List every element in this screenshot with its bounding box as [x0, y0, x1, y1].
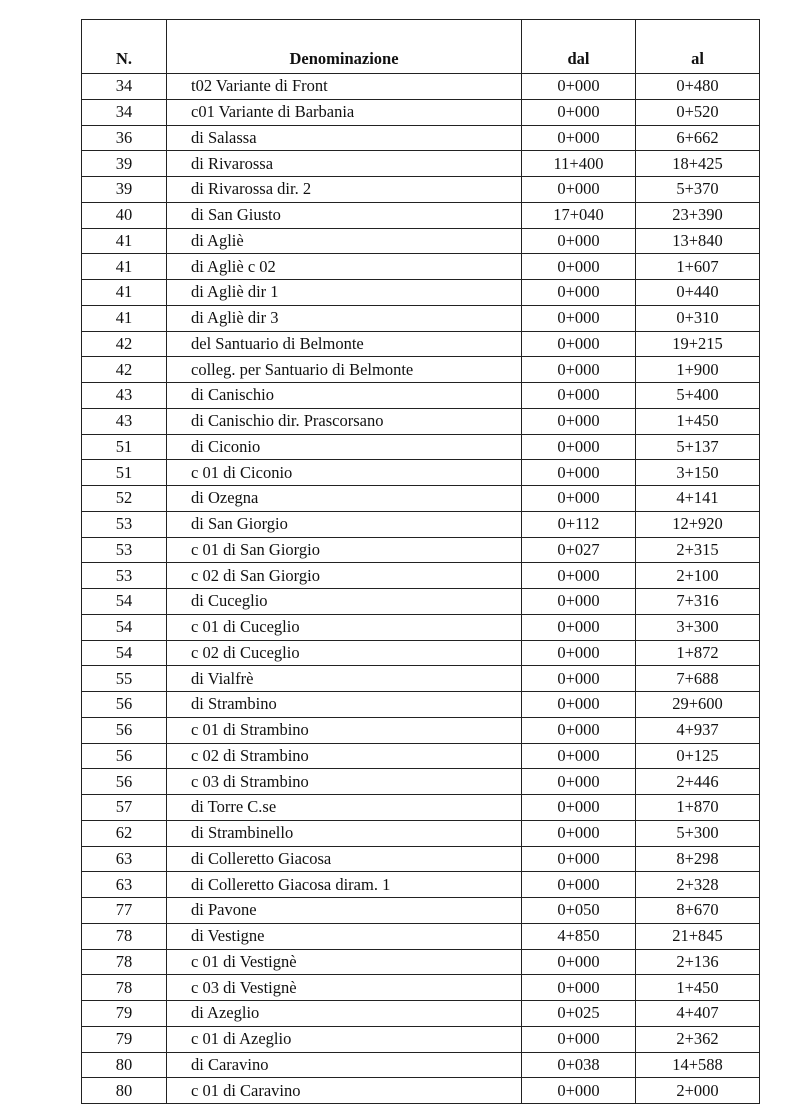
- cell-denominazione: di Agliè dir 1: [167, 280, 522, 306]
- table-row: [82, 331, 760, 357]
- table-header: [82, 20, 760, 74]
- cell-number: 79: [82, 1001, 167, 1027]
- header-row: [82, 20, 760, 74]
- cell-al: 3+300: [636, 614, 760, 640]
- cell-dal: 0+000: [522, 1026, 636, 1052]
- cell-denominazione: c 02 di Strambino: [167, 743, 522, 769]
- table-row: [82, 125, 760, 151]
- table-row: [82, 1078, 760, 1104]
- cell-dal: 4+850: [522, 923, 636, 949]
- table-row: [82, 923, 760, 949]
- cell-dal: 0+000: [522, 280, 636, 306]
- cell-al: 2+000: [636, 1078, 760, 1104]
- cell-number: 41: [82, 305, 167, 331]
- table-row: [82, 614, 760, 640]
- cell-dal: 0+000: [522, 486, 636, 512]
- cell-number: 41: [82, 280, 167, 306]
- cell-denominazione: di Agliè c 02: [167, 254, 522, 280]
- cell-number: 77: [82, 898, 167, 924]
- cell-denominazione: di Canischio dir. Prascorsano: [167, 408, 522, 434]
- cell-denominazione: c 01 di Ciconio: [167, 460, 522, 486]
- table-row: [82, 717, 760, 743]
- cell-denominazione: di Cuceglio: [167, 589, 522, 615]
- cell-dal: 0+000: [522, 1078, 636, 1104]
- cell-dal: 0+000: [522, 743, 636, 769]
- cell-denominazione: di Colleretto Giacosa diram. 1: [167, 872, 522, 898]
- cell-number: 54: [82, 640, 167, 666]
- cell-denominazione: di Caravino: [167, 1052, 522, 1078]
- cell-al: 1+900: [636, 357, 760, 383]
- cell-dal: 0+000: [522, 305, 636, 331]
- cell-number: 78: [82, 923, 167, 949]
- cell-number: 42: [82, 357, 167, 383]
- cell-dal: 0+000: [522, 640, 636, 666]
- cell-dal: 0+000: [522, 125, 636, 151]
- cell-number: 56: [82, 769, 167, 795]
- header-dal: dal: [522, 20, 636, 74]
- cell-al: 6+662: [636, 125, 760, 151]
- cell-dal: 0+000: [522, 383, 636, 409]
- table-row: [82, 1026, 760, 1052]
- cell-denominazione: di Rivarossa dir. 2: [167, 177, 522, 203]
- table-row: [82, 949, 760, 975]
- cell-al: 4+407: [636, 1001, 760, 1027]
- cell-number: 55: [82, 666, 167, 692]
- table-row: [82, 795, 760, 821]
- cell-dal: 0+000: [522, 769, 636, 795]
- table-row: [82, 872, 760, 898]
- cell-dal: 0+000: [522, 795, 636, 821]
- cell-number: 79: [82, 1026, 167, 1052]
- cell-denominazione: di Strambino: [167, 692, 522, 718]
- cell-al: 2+100: [636, 563, 760, 589]
- table-row: [82, 460, 760, 486]
- header-denominazione: Denominazione: [167, 20, 522, 74]
- table-row: [82, 177, 760, 203]
- cell-number: 63: [82, 846, 167, 872]
- cell-dal: 0+000: [522, 434, 636, 460]
- cell-denominazione: di Ciconio: [167, 434, 522, 460]
- table-row: [82, 975, 760, 1001]
- cell-al: 1+607: [636, 254, 760, 280]
- cell-dal: 0+000: [522, 99, 636, 125]
- cell-al: 2+328: [636, 872, 760, 898]
- cell-al: 0+125: [636, 743, 760, 769]
- cell-al: 14+588: [636, 1052, 760, 1078]
- cell-al: 19+215: [636, 331, 760, 357]
- cell-denominazione: di Azeglio: [167, 1001, 522, 1027]
- cell-al: 7+688: [636, 666, 760, 692]
- cell-al: 12+920: [636, 511, 760, 537]
- cell-number: 42: [82, 331, 167, 357]
- cell-denominazione: c 03 di Vestignè: [167, 975, 522, 1001]
- cell-number: 53: [82, 511, 167, 537]
- cell-dal: 0+000: [522, 74, 636, 100]
- cell-denominazione: c01 Variante di Barbania: [167, 99, 522, 125]
- cell-al: 2+446: [636, 769, 760, 795]
- table-row: [82, 357, 760, 383]
- cell-dal: 0+000: [522, 666, 636, 692]
- table-row: [82, 434, 760, 460]
- cell-number: 54: [82, 589, 167, 615]
- cell-denominazione: di Rivarossa: [167, 151, 522, 177]
- table-row: [82, 408, 760, 434]
- cell-al: 0+480: [636, 74, 760, 100]
- cell-dal: 0+000: [522, 589, 636, 615]
- table-row: [82, 486, 760, 512]
- cell-number: 52: [82, 486, 167, 512]
- table-row: [82, 228, 760, 254]
- cell-number: 57: [82, 795, 167, 821]
- table-row: [82, 898, 760, 924]
- table-row: [82, 151, 760, 177]
- cell-al: 13+840: [636, 228, 760, 254]
- cell-al: 1+450: [636, 975, 760, 1001]
- cell-al: 5+370: [636, 177, 760, 203]
- cell-al: 29+600: [636, 692, 760, 718]
- cell-al: 2+136: [636, 949, 760, 975]
- cell-denominazione: del Santuario di Belmonte: [167, 331, 522, 357]
- cell-number: 53: [82, 537, 167, 563]
- table-row: [82, 692, 760, 718]
- cell-dal: 0+027: [522, 537, 636, 563]
- cell-number: 56: [82, 743, 167, 769]
- table-row: [82, 666, 760, 692]
- table-body: [82, 74, 760, 1104]
- cell-dal: 0+025: [522, 1001, 636, 1027]
- table-row: [82, 846, 760, 872]
- cell-denominazione: di San Giorgio: [167, 511, 522, 537]
- cell-al: 3+150: [636, 460, 760, 486]
- cell-al: 5+300: [636, 820, 760, 846]
- table-row: [82, 769, 760, 795]
- cell-number: 41: [82, 254, 167, 280]
- cell-denominazione: di Agliè: [167, 228, 522, 254]
- cell-number: 43: [82, 408, 167, 434]
- cell-dal: 0+000: [522, 949, 636, 975]
- cell-denominazione: c 01 di Caravino: [167, 1078, 522, 1104]
- cell-dal: 0+000: [522, 408, 636, 434]
- table-row: [82, 563, 760, 589]
- cell-al: 8+298: [636, 846, 760, 872]
- cell-number: 41: [82, 228, 167, 254]
- cell-number: 53: [82, 563, 167, 589]
- cell-al: 8+670: [636, 898, 760, 924]
- cell-al: 18+425: [636, 151, 760, 177]
- cell-number: 39: [82, 151, 167, 177]
- cell-number: 78: [82, 975, 167, 1001]
- cell-dal: 0+000: [522, 254, 636, 280]
- cell-denominazione: di Agliè dir 3: [167, 305, 522, 331]
- roads-table: [81, 19, 760, 1104]
- cell-denominazione: c 01 di Azeglio: [167, 1026, 522, 1052]
- cell-denominazione: di Pavone: [167, 898, 522, 924]
- cell-al: 4+937: [636, 717, 760, 743]
- table-row: [82, 537, 760, 563]
- cell-number: 51: [82, 460, 167, 486]
- cell-al: 0+310: [636, 305, 760, 331]
- cell-denominazione: di Vestigne: [167, 923, 522, 949]
- cell-dal: 0+000: [522, 820, 636, 846]
- cell-dal: 0+000: [522, 717, 636, 743]
- cell-dal: 0+038: [522, 1052, 636, 1078]
- cell-denominazione: c 01 di Vestignè: [167, 949, 522, 975]
- cell-dal: 0+000: [522, 872, 636, 898]
- table-row: [82, 99, 760, 125]
- cell-al: 4+141: [636, 486, 760, 512]
- cell-al: 5+400: [636, 383, 760, 409]
- table-row: [82, 202, 760, 228]
- cell-dal: 11+400: [522, 151, 636, 177]
- table-row: [82, 640, 760, 666]
- table-row: [82, 1052, 760, 1078]
- cell-al: 7+316: [636, 589, 760, 615]
- cell-denominazione: c 01 di Strambino: [167, 717, 522, 743]
- table-row: [82, 280, 760, 306]
- cell-al: 0+520: [636, 99, 760, 125]
- cell-denominazione: c 01 di Cuceglio: [167, 614, 522, 640]
- cell-dal: 0+112: [522, 511, 636, 537]
- cell-dal: 0+000: [522, 563, 636, 589]
- cell-number: 54: [82, 614, 167, 640]
- cell-denominazione: t02 Variante di Front: [167, 74, 522, 100]
- cell-number: 62: [82, 820, 167, 846]
- table-row: [82, 383, 760, 409]
- cell-number: 80: [82, 1078, 167, 1104]
- table-row: [82, 305, 760, 331]
- cell-denominazione: c 01 di San Giorgio: [167, 537, 522, 563]
- cell-al: 0+440: [636, 280, 760, 306]
- cell-number: 56: [82, 717, 167, 743]
- table-row: [82, 1001, 760, 1027]
- header-number: N.: [82, 20, 167, 74]
- cell-number: 34: [82, 99, 167, 125]
- cell-number: 39: [82, 177, 167, 203]
- table-row: [82, 74, 760, 100]
- cell-denominazione: di Canischio: [167, 383, 522, 409]
- cell-al: 21+845: [636, 923, 760, 949]
- cell-denominazione: di Vialfrè: [167, 666, 522, 692]
- header-al: al: [636, 20, 760, 74]
- cell-dal: 0+000: [522, 177, 636, 203]
- cell-number: 36: [82, 125, 167, 151]
- cell-al: 23+390: [636, 202, 760, 228]
- cell-denominazione: c 03 di Strambino: [167, 769, 522, 795]
- cell-number: 80: [82, 1052, 167, 1078]
- cell-dal: 0+000: [522, 357, 636, 383]
- cell-al: 2+315: [636, 537, 760, 563]
- cell-dal: 0+000: [522, 460, 636, 486]
- cell-dal: 0+000: [522, 692, 636, 718]
- cell-dal: 0+000: [522, 228, 636, 254]
- cell-al: 2+362: [636, 1026, 760, 1052]
- table-row: [82, 511, 760, 537]
- cell-dal: 0+000: [522, 846, 636, 872]
- cell-number: 34: [82, 74, 167, 100]
- cell-al: 1+450: [636, 408, 760, 434]
- cell-number: 78: [82, 949, 167, 975]
- table-row: [82, 820, 760, 846]
- cell-denominazione: colleg. per Santuario di Belmonte: [167, 357, 522, 383]
- cell-denominazione: di Colleretto Giacosa: [167, 846, 522, 872]
- table-row: [82, 254, 760, 280]
- cell-denominazione: di Salassa: [167, 125, 522, 151]
- cell-denominazione: c 02 di Cuceglio: [167, 640, 522, 666]
- cell-dal: 0+000: [522, 614, 636, 640]
- cell-number: 51: [82, 434, 167, 460]
- cell-al: 1+872: [636, 640, 760, 666]
- cell-denominazione: di Ozegna: [167, 486, 522, 512]
- table-row: [82, 589, 760, 615]
- cell-number: 56: [82, 692, 167, 718]
- cell-number: 43: [82, 383, 167, 409]
- table-row: [82, 743, 760, 769]
- cell-dal: 17+040: [522, 202, 636, 228]
- cell-dal: 0+000: [522, 331, 636, 357]
- cell-al: 5+137: [636, 434, 760, 460]
- cell-number: 63: [82, 872, 167, 898]
- cell-denominazione: c 02 di San Giorgio: [167, 563, 522, 589]
- cell-dal: 0+000: [522, 975, 636, 1001]
- cell-number: 40: [82, 202, 167, 228]
- cell-denominazione: di San Giusto: [167, 202, 522, 228]
- cell-denominazione: di Strambinello: [167, 820, 522, 846]
- cell-denominazione: di Torre C.se: [167, 795, 522, 821]
- cell-dal: 0+050: [522, 898, 636, 924]
- cell-al: 1+870: [636, 795, 760, 821]
